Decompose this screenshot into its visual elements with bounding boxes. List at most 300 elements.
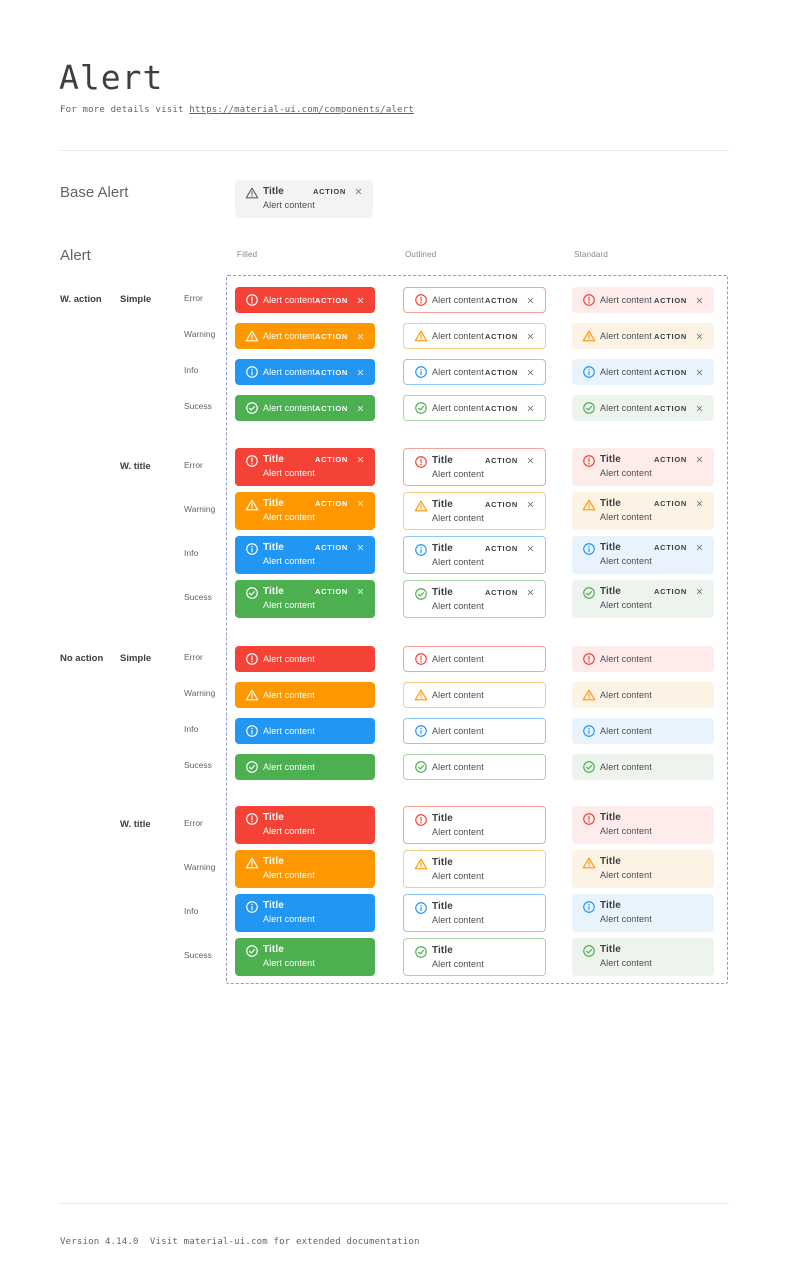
alert-filled-error-titled-no-action <box>235 806 375 844</box>
close-button[interactable] <box>695 455 704 464</box>
close-button[interactable] <box>526 500 535 509</box>
alert-body <box>432 543 535 567</box>
action-button[interactable]: ACTION <box>315 455 348 464</box>
warning-icon <box>414 499 428 513</box>
alert-title: Title <box>263 944 284 955</box>
close-button[interactable] <box>356 332 365 341</box>
close-button[interactable] <box>695 543 704 552</box>
action-button[interactable]: ACTION <box>485 403 518 413</box>
alert-content: Alert content <box>263 512 315 522</box>
alert-title: Title <box>600 900 621 911</box>
alert-title-row <box>600 542 704 553</box>
alert-content: Alert content <box>263 826 315 836</box>
alert-body <box>263 542 365 566</box>
column-header-standard: Standard <box>574 250 609 259</box>
alert-content: Alert content <box>263 295 315 305</box>
alert-outlined-info-simple-action <box>403 359 546 385</box>
alert-content: Alert content <box>600 331 652 341</box>
alert-content: Alert content <box>263 403 315 413</box>
alert-title-row <box>263 586 365 597</box>
action-button[interactable]: ACTION <box>315 331 348 341</box>
alert-content: Alert content <box>432 367 484 377</box>
success-icon <box>245 944 259 958</box>
alert-title: Title <box>432 945 453 956</box>
action-button[interactable]: ACTION <box>315 367 348 377</box>
alert-title-row <box>432 901 535 912</box>
alert-outlined-info-simple-no-action <box>403 718 546 744</box>
alert-standard-warning-titled-action <box>572 492 714 530</box>
alert-content: Alert content <box>263 762 315 772</box>
section-label-alert: Alert <box>60 247 91 264</box>
alert-body <box>263 944 365 968</box>
alert-body <box>432 857 535 881</box>
info-icon <box>245 900 259 914</box>
alert-title-row <box>600 900 704 911</box>
alert-title-row <box>263 542 365 553</box>
alert-content: Alert content <box>600 367 652 377</box>
alert-filled-warning-titled-action <box>235 492 375 530</box>
alert-content: Alert content <box>263 331 315 341</box>
alert-body <box>263 812 365 836</box>
close-button[interactable] <box>526 368 535 377</box>
severity-label: Error <box>184 652 203 662</box>
top-divider <box>60 150 729 151</box>
alert-title: Title <box>432 587 453 598</box>
action-button[interactable]: ACTION <box>654 499 687 508</box>
alert-title: Title <box>600 944 621 955</box>
alert-title-row <box>263 944 365 955</box>
error-icon <box>582 812 596 826</box>
error-icon <box>245 293 259 307</box>
alert-title: Title <box>263 186 284 197</box>
close-button[interactable] <box>526 456 535 465</box>
alert-standard-sucess-titled-no-action <box>572 938 714 976</box>
page-title: Alert <box>59 58 164 97</box>
alert-body <box>432 499 535 523</box>
alert-title: Title <box>263 856 284 867</box>
alert-title-row <box>600 944 704 955</box>
docs-link[interactable]: https://material-ui.com/components/alert <box>189 105 414 115</box>
alert-filled-error-simple-no-action <box>235 646 375 672</box>
alert-title: Title <box>263 498 284 509</box>
alert-body <box>432 587 535 611</box>
alert-standard-sucess-simple-action <box>572 395 714 421</box>
action-button[interactable]: ACTION <box>485 544 518 553</box>
alert-content: Alert content <box>600 870 652 880</box>
alert-filled-sucess-titled-action <box>235 580 375 618</box>
severity-label: Error <box>184 293 203 303</box>
success-icon <box>582 944 596 958</box>
severity-label: Info <box>184 548 199 558</box>
warning-icon <box>582 856 596 870</box>
alert-title: Title <box>263 542 284 553</box>
alert-content: Alert content <box>600 403 652 413</box>
close-button[interactable] <box>695 368 704 377</box>
alert-content: Alert content <box>263 200 315 210</box>
alert-content: Alert content <box>432 726 484 736</box>
alert-content: Alert content <box>263 958 315 968</box>
alert-standard-error-simple-action <box>572 287 714 313</box>
subtitle-text: For more details visit <box>60 105 190 115</box>
action-button[interactable]: ACTION <box>654 543 687 552</box>
alert-outlined-error-titled-no-action <box>403 806 546 844</box>
alert-title-row <box>600 812 704 823</box>
action-button[interactable]: ACTION <box>654 455 687 464</box>
alert-content: Alert content <box>263 654 315 664</box>
alert-content: Alert content <box>432 871 484 881</box>
alert-title: Title <box>600 812 621 823</box>
info-icon <box>582 365 596 379</box>
action-button[interactable]: ACTION <box>315 499 348 508</box>
alert-title: Title <box>432 901 453 912</box>
alert-body <box>600 900 704 924</box>
alert-title-row <box>432 499 535 510</box>
alert-content: Alert content <box>600 958 652 968</box>
alert-title: Title <box>600 454 621 465</box>
bottom-divider <box>60 1203 729 1204</box>
warning-icon <box>245 688 259 702</box>
warning-icon <box>582 498 596 512</box>
alert-title-row <box>263 186 363 197</box>
alert-body <box>432 813 535 837</box>
alert-standard-info-simple-no-action <box>572 718 714 744</box>
warning-icon <box>414 688 428 702</box>
error-icon <box>582 293 596 307</box>
success-icon <box>414 587 428 601</box>
alert-content: Alert content <box>432 513 484 523</box>
alert-content: Alert content <box>432 762 484 772</box>
alert-filled-sucess-simple-no-action <box>235 754 375 780</box>
close-button[interactable] <box>526 404 535 413</box>
info-icon <box>414 365 428 379</box>
alert-content: Alert content <box>432 690 484 700</box>
alert-content: Alert content <box>263 600 315 610</box>
alert-standard-warning-titled-no-action <box>572 850 714 888</box>
alert-filled-sucess-simple-action <box>235 395 375 421</box>
alert-content: Alert content <box>263 468 315 478</box>
alert-standard-error-titled-no-action <box>572 806 714 844</box>
alert-body <box>263 900 365 924</box>
alert-body <box>600 498 704 522</box>
close-button[interactable] <box>356 455 365 464</box>
error-icon <box>245 454 259 468</box>
error-icon <box>582 652 596 666</box>
alert-title: Title <box>600 498 621 509</box>
group-label-no-action: No action <box>60 653 104 664</box>
alert-body <box>263 454 365 478</box>
warning-icon <box>245 329 259 343</box>
alert-title-row <box>432 455 535 466</box>
action-button[interactable]: ACTION <box>315 587 348 596</box>
close-button[interactable] <box>695 296 704 305</box>
warning-icon <box>414 329 428 343</box>
alert-standard-sucess-titled-action <box>572 580 714 618</box>
alert-title: Title <box>432 543 453 554</box>
info-icon <box>245 724 259 738</box>
alert-title-row <box>432 813 535 824</box>
action-button[interactable]: ACTION <box>313 187 346 196</box>
alert-standard-info-titled-no-action <box>572 894 714 932</box>
alert-standard-warning-simple-no-action <box>572 682 714 708</box>
error-icon <box>245 812 259 826</box>
severity-label: Warning <box>184 688 216 698</box>
alert-outlined-sucess-simple-action <box>403 395 546 421</box>
warning-icon <box>245 498 259 512</box>
action-button[interactable]: ACTION <box>315 295 348 305</box>
alert-standard-error-titled-action <box>572 448 714 486</box>
alert-title: Title <box>600 586 621 597</box>
alert-filled-warning-simple-action <box>235 323 375 349</box>
action-button[interactable]: ACTION <box>485 331 518 341</box>
alert-outlined-sucess-titled-action <box>403 580 546 618</box>
alert-outlined-error-titled-action <box>403 448 546 486</box>
action-button[interactable]: ACTION <box>654 403 687 413</box>
alert-title: Title <box>432 857 453 868</box>
alert-body <box>600 944 704 968</box>
close-button[interactable] <box>695 404 704 413</box>
alert-filled-error-titled-action <box>235 448 375 486</box>
alert-content: Alert content <box>263 367 315 377</box>
subgroup-label-w-title: W. title <box>120 461 151 472</box>
alert-outlined-error-simple-no-action <box>403 646 546 672</box>
alert-title: Title <box>263 586 284 597</box>
alert-content: Alert content <box>432 915 484 925</box>
subgroup-label-simple: Simple <box>120 653 152 664</box>
severity-label: Error <box>184 460 203 470</box>
alert-title-row <box>432 587 535 598</box>
success-icon <box>414 401 428 415</box>
subgroup-label-simple: Simple <box>120 294 152 305</box>
alert-standard-sucess-simple-no-action <box>572 754 714 780</box>
alert-content: Alert content <box>600 914 652 924</box>
base-alert <box>235 180 373 218</box>
alert-outlined-info-titled-action <box>403 536 546 574</box>
alert-content: Alert content <box>432 403 484 413</box>
close-button[interactable] <box>356 499 365 508</box>
action-button[interactable]: ACTION <box>485 500 518 509</box>
alert-outlined-sucess-titled-no-action <box>403 938 546 976</box>
alert-title-row <box>600 586 704 597</box>
alert-title: Title <box>600 856 621 867</box>
alert-standard-error-simple-no-action <box>572 646 714 672</box>
action-button[interactable]: ACTION <box>315 403 348 413</box>
action-button[interactable]: ACTION <box>485 367 518 377</box>
alert-title-row <box>263 454 365 465</box>
alert-outlined-warning-simple-no-action <box>403 682 546 708</box>
action-button[interactable]: ACTION <box>654 587 687 596</box>
close-button[interactable] <box>526 544 535 553</box>
close-button[interactable] <box>356 404 365 413</box>
alert-body <box>432 455 535 479</box>
success-icon <box>245 760 259 774</box>
alert-body <box>600 454 704 478</box>
alert-content: Alert content <box>600 690 652 700</box>
error-icon <box>414 652 428 666</box>
success-icon <box>245 401 259 415</box>
info-icon <box>582 900 596 914</box>
alert-title: Title <box>432 499 453 510</box>
success-icon <box>414 945 428 959</box>
alert-content: Alert content <box>263 556 315 566</box>
action-button[interactable]: ACTION <box>654 331 687 341</box>
alert-outlined-info-titled-no-action <box>403 894 546 932</box>
section-label-base-alert: Base Alert <box>60 184 129 201</box>
severity-label: Error <box>184 818 203 828</box>
alert-title: Title <box>263 900 284 911</box>
alert-content: Alert content <box>600 295 652 305</box>
info-icon <box>414 543 428 557</box>
alert-title: Title <box>263 812 284 823</box>
alert-standard-warning-simple-action <box>572 323 714 349</box>
severity-label: Info <box>184 724 199 734</box>
success-icon <box>582 401 596 415</box>
alert-content: Alert content <box>600 600 652 610</box>
close-button[interactable] <box>356 543 365 552</box>
alert-content: Alert content <box>432 959 484 969</box>
page-subtitle <box>60 105 414 115</box>
subgroup-label-w-title: W. title <box>120 819 151 830</box>
alert-content: Alert content <box>263 914 315 924</box>
alert-body <box>432 901 535 925</box>
alert-body <box>600 586 704 610</box>
alert-body <box>600 856 704 880</box>
severity-label: Sucess <box>184 950 212 960</box>
success-icon <box>582 760 596 774</box>
success-icon <box>245 586 259 600</box>
alert-filled-sucess-titled-no-action <box>235 938 375 976</box>
alert-outlined-warning-simple-action <box>403 323 546 349</box>
alert-body <box>600 542 704 566</box>
severity-label: Sucess <box>184 592 212 602</box>
alert-outlined-error-simple-action <box>403 287 546 313</box>
info-icon <box>245 365 259 379</box>
alert-body <box>263 586 365 610</box>
alert-content: Alert content <box>432 601 484 611</box>
alert-title-row <box>263 812 365 823</box>
alert-filled-info-simple-no-action <box>235 718 375 744</box>
alert-content: Alert content <box>263 690 315 700</box>
close-button[interactable] <box>695 587 704 596</box>
action-button[interactable]: ACTION <box>485 588 518 597</box>
alert-title-row <box>263 498 365 509</box>
alert-filled-info-titled-action <box>235 536 375 574</box>
alert-filled-warning-simple-no-action <box>235 682 375 708</box>
alert-standard-info-simple-action <box>572 359 714 385</box>
error-icon <box>414 293 428 307</box>
alert-filled-info-titled-no-action <box>235 894 375 932</box>
alert-title: Title <box>600 542 621 553</box>
alert-content: Alert content <box>263 726 315 736</box>
alert-filled-error-simple-action <box>235 287 375 313</box>
column-header-filled: Filled <box>237 250 258 259</box>
warning-icon <box>582 688 596 702</box>
alert-body <box>263 498 365 522</box>
alert-body <box>263 856 365 880</box>
close-button[interactable] <box>354 187 363 196</box>
alert-standard-info-titled-action <box>572 536 714 574</box>
alert-title-row <box>263 856 365 867</box>
alert-title-row <box>432 945 535 956</box>
alert-content: Alert content <box>600 726 652 736</box>
info-icon <box>582 724 596 738</box>
alert-content: Alert content <box>600 826 652 836</box>
info-icon <box>414 901 428 915</box>
success-icon <box>414 760 428 774</box>
alert-filled-warning-titled-no-action <box>235 850 375 888</box>
severity-label: Sucess <box>184 760 212 770</box>
severity-label: Warning <box>184 329 216 339</box>
error-icon <box>582 454 596 468</box>
alert-title: Title <box>432 813 453 824</box>
footer-text: Version 4.14.0 Visit material-ui.com for extended documentation <box>60 1237 420 1247</box>
alert-title-row <box>600 498 704 509</box>
action-button[interactable]: ACTION <box>654 295 687 305</box>
action-button[interactable]: ACTION <box>315 543 348 552</box>
action-button[interactable]: ACTION <box>485 456 518 465</box>
error-icon <box>414 455 428 469</box>
alert-content: Alert content <box>600 762 652 772</box>
close-button[interactable] <box>695 332 704 341</box>
warning-icon <box>414 857 428 871</box>
alert-outlined-sucess-simple-no-action <box>403 754 546 780</box>
close-button[interactable] <box>356 296 365 305</box>
info-icon <box>245 542 259 556</box>
alert-content: Alert content <box>432 654 484 664</box>
alert-content: Alert content <box>432 295 484 305</box>
alert-outlined-warning-titled-action <box>403 492 546 530</box>
alert-content: Alert content <box>263 870 315 880</box>
severity-label: Info <box>184 906 199 916</box>
alert-content: Alert content <box>432 469 484 479</box>
close-button[interactable] <box>695 499 704 508</box>
warning-icon <box>245 186 259 200</box>
alert-title-row <box>263 900 365 911</box>
alert-content: Alert content <box>432 331 484 341</box>
close-button[interactable] <box>526 296 535 305</box>
alert-content: Alert content <box>600 654 652 664</box>
info-icon <box>582 542 596 556</box>
close-button[interactable] <box>356 368 365 377</box>
alert-body <box>432 945 535 969</box>
alert-body <box>600 812 704 836</box>
alert-body <box>263 186 363 210</box>
alert-title: Title <box>263 454 284 465</box>
warning-icon <box>245 856 259 870</box>
alert-content: Alert content <box>600 512 652 522</box>
success-icon <box>582 586 596 600</box>
group-label-w-action: W. action <box>60 294 102 305</box>
action-button[interactable]: ACTION <box>485 295 518 305</box>
close-button[interactable] <box>526 332 535 341</box>
severity-label: Info <box>184 365 199 375</box>
alert-content: Alert content <box>600 468 652 478</box>
close-button[interactable] <box>526 588 535 597</box>
column-header-outlined: Outlined <box>405 250 437 259</box>
info-icon <box>414 724 428 738</box>
alert-content: Alert content <box>432 557 484 567</box>
alert-title-row <box>432 543 535 554</box>
severity-label: Sucess <box>184 401 212 411</box>
alert-title-row <box>600 454 704 465</box>
severity-label: Warning <box>184 862 216 872</box>
error-icon <box>245 652 259 666</box>
alert-filled-info-simple-action <box>235 359 375 385</box>
close-button[interactable] <box>356 587 365 596</box>
error-icon <box>414 813 428 827</box>
action-button[interactable]: ACTION <box>654 367 687 377</box>
severity-label: Warning <box>184 504 216 514</box>
alert-title-row <box>600 856 704 867</box>
